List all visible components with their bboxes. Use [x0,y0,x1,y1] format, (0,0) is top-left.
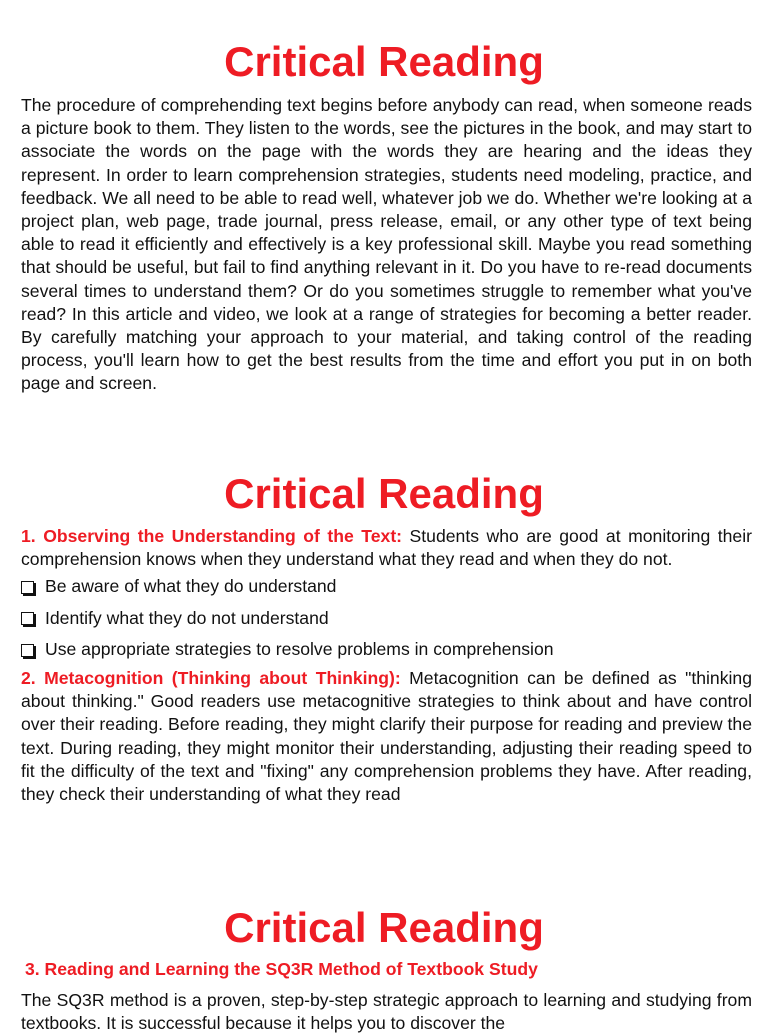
bullet-text: Use appropriate strategies to resolve problems in comprehension [45,639,554,660]
point-2-paragraph [0,667,768,806]
slide-3 [0,904,768,1035]
slide-2 [0,470,768,806]
slide-title: Critical Reading [224,470,544,517]
point-1-heading: 1. Observing the Understanding of the Text: [21,526,403,546]
point-2-body: Metacognition can be defined as "thinking about thinking." Good readers use metacognitive strategies to think about and have control over their reading. Before reading, they might clarify their purpose for reading and preview the text. During reading, they might monitor their understanding, adjusting their reading speed to fit the difficulty of the text and "fixing" any comprehension problems they have. After reading, they check their understanding of what they read [21,667,752,804]
slide-title: Critical Reading [224,38,544,85]
checkbox-icon [21,612,34,625]
bullet-text: Identify what they do not understand [45,607,329,628]
bullet-list [0,571,768,666]
list-item [21,571,752,603]
point-1-body: Students who are good at monitoring their comprehension knows when they understand what they read and when they do not. [21,526,752,570]
point-3-paragraph: The SQ3R method is a proven, step-by-step strategic approach to learning and studying from textbooks. It is successful because it helps you to discover the [21,990,752,1034]
checkbox-icon [21,581,34,594]
slide-1 [0,38,768,396]
intro-paragraph: The procedure of comprehending text begins before anybody can read, when someone reads a picture book to them. They listen to the words, see the pictures in the book, and may start to associate the words on the page with the words they are hearing and the ideas they represent. In order to learn comprehension strategies, students need modeling, practice, and feedback. We all need to be able to read well, whatever job we do. Whether we're looking at a project plan, web page, trade journal, press release, email, or any other type of text being able to read it efficiently and effectively is a key professional skill. Maybe you read something that should be useful, but fail to find anything relevant in it. Do you have to re-read documents several times to understand them? Or do you sometimes struggle to remember what you've read? In this article and video, we look at a range of strategies for becoming a better reader. By carefully matching your approach to your material, and taking control of the reading process, you'll learn how to get the best results from the time and effort you put in on both page and screen. [21,95,752,394]
point-3-heading: 3. Reading and Learning the SQ3R Method of Textbook Study [25,959,538,979]
point-2-heading: 2. Metacognition (Thinking about Thinking): [21,667,401,688]
list-item [21,634,752,666]
checkbox-icon [21,644,34,657]
slide-title: Critical Reading [224,904,544,951]
list-item [21,603,752,635]
bullet-text: Be aware of what they do understand [45,576,337,597]
point-1-paragraph [0,525,768,571]
